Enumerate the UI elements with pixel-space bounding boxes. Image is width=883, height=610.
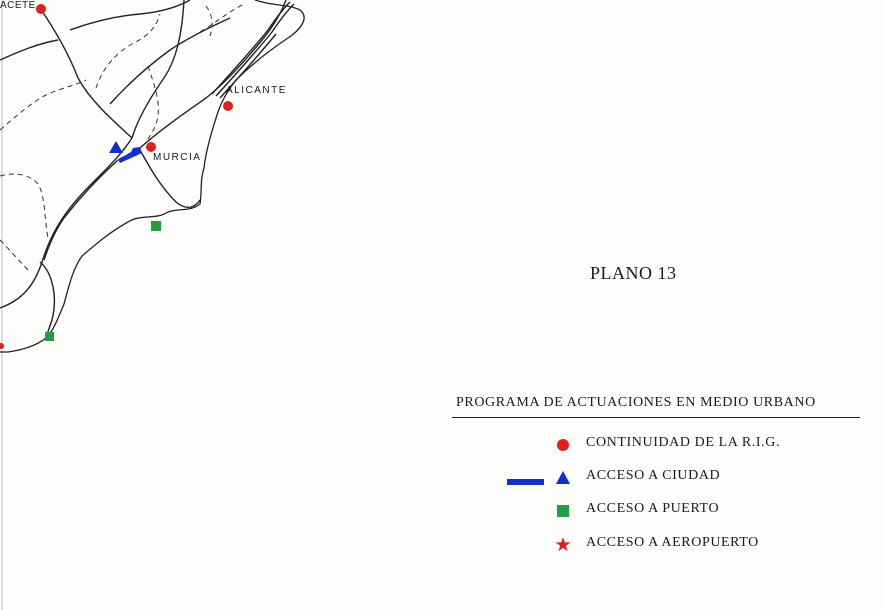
- acceso-ciudad-triangle-murcia: [109, 141, 123, 153]
- boundary: [96, 14, 160, 88]
- city-label-alicante: ALICANTE: [226, 85, 287, 96]
- legend-item-label: CONTINUIDAD DE LA R.I.G.: [586, 435, 781, 450]
- road-network: [0, 0, 294, 340]
- legend-heading: PROGRAMA DE ACTUACIONES EN MEDIO URBANO: [456, 395, 816, 410]
- continuidad-rig-marker-west: [0, 343, 4, 349]
- road: [110, 18, 230, 104]
- road: [0, 138, 132, 308]
- legend-item-continuidad-rig: [500, 433, 860, 453]
- boundary: [0, 240, 30, 272]
- blue-bar-icon: [506, 466, 546, 486]
- legend-item-label: ACCESO A AEROPUERTO: [586, 535, 759, 550]
- legend-item-acceso-aeropuerto: [500, 533, 860, 553]
- boundary: [200, 4, 244, 32]
- legend-item-label: ACCESO A CIUDAD: [586, 468, 721, 483]
- continuidad-rig-marker-albacete: [36, 4, 46, 14]
- boundary: [0, 80, 86, 130]
- legend-item-label: ACCESO A PUERTO: [586, 501, 720, 516]
- boundary: [0, 174, 48, 238]
- green-square-icon: [553, 499, 573, 519]
- road: [216, 4, 294, 96]
- road: [0, 40, 58, 60]
- coastline: [0, 0, 304, 352]
- boundaries: [0, 4, 244, 272]
- acceso-ciudad-bar-murcia: [118, 147, 142, 163]
- blue-triangle-icon: [553, 466, 573, 486]
- road: [44, 160, 118, 260]
- road: [40, 262, 54, 340]
- acceso-puerto-marker-cartagena: [151, 221, 161, 231]
- red-circle-icon: [553, 433, 573, 453]
- legend-heading-rule: [452, 417, 860, 418]
- legend-item-acceso-ciudad: [500, 466, 860, 486]
- road: [70, 0, 190, 30]
- acceso-puerto-marker-aguilas: [45, 332, 54, 341]
- city-label-murcia: MURCIA: [153, 152, 202, 163]
- legend-item-acceso-puerto: [500, 499, 860, 519]
- city-label-albacete: ACETE: [0, 0, 36, 11]
- continuidad-rig-marker-alicante: [223, 101, 233, 111]
- red-star-icon: [553, 533, 573, 553]
- boundary: [206, 6, 212, 36]
- continuidad-rig-marker-murcia: [146, 142, 156, 152]
- plan-title: PLANO 13: [590, 263, 677, 283]
- road: [40, 8, 132, 138]
